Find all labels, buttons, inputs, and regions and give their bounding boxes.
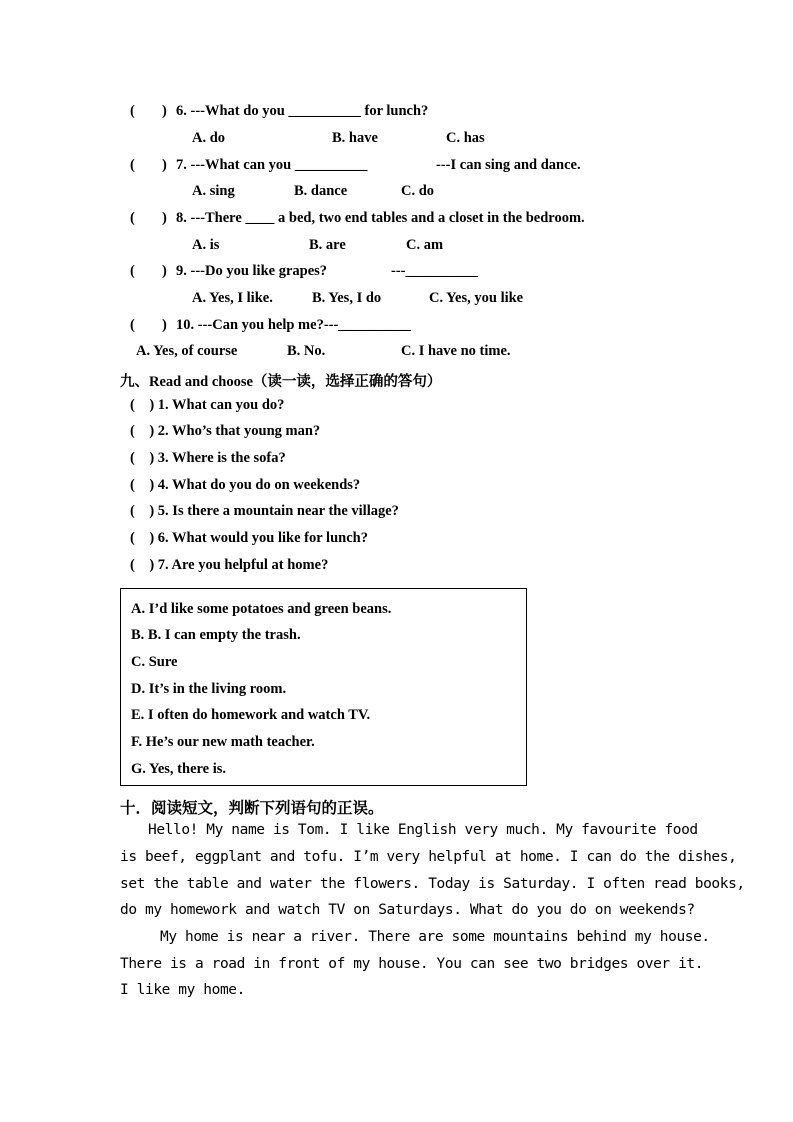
answer-option: F. He’s our new math teacher. [131, 734, 315, 750]
list-item: ( ) 3. Where is the sofa? [130, 450, 286, 466]
answer-option: D. It’s in the living room. [131, 681, 287, 697]
option-a: A. do [192, 130, 226, 146]
answer-paren-close: ) [162, 317, 167, 333]
question-stem: 6. ---What do you __________ for lunch? [176, 103, 429, 119]
option-a: A. sing [192, 183, 235, 199]
answer-option: A. I’d like some potatoes and green beans. [131, 601, 392, 617]
answer-paren-close: ) [162, 210, 167, 226]
option-b: B. Yes, I do [312, 290, 382, 306]
question-reply: ---I can sing and dance. [436, 157, 581, 173]
passage-line: is beef, eggplant and tofu. I’m very helpful at home. I can do the dishes, [120, 849, 737, 865]
option-b: B. No. [287, 343, 326, 359]
passage-line: set the table and water the flowers. Today is Saturday. I often read books, [120, 876, 745, 892]
list-item: ( ) 6. What would you like for lunch? [130, 530, 368, 546]
option-c: C. I have no time. [401, 343, 511, 359]
section-10-heading: 十．阅读短文，判断下列语句的正误。 [120, 800, 384, 817]
answer-paren-open: ( [130, 263, 135, 279]
list-item: ( ) 4. What do you do on weekends? [130, 477, 361, 493]
answer-paren-close: ) [162, 157, 167, 173]
option-c: C. Yes, you like [429, 290, 524, 306]
option-b: B. dance [294, 183, 348, 199]
passage-line: There is a road in front of my house. You can see two bridges over it. [120, 956, 704, 972]
answer-paren-open: ( [130, 103, 135, 119]
option-a: A. Yes, of course [136, 343, 238, 359]
list-item: ( ) 7. Are you helpful at home? [130, 557, 329, 573]
answer-option: C. Sure [131, 654, 178, 670]
option-a: A. is [192, 237, 220, 253]
answer-paren-close: ) [162, 263, 167, 279]
answer-option: B. B. I can empty the trash. [131, 627, 301, 643]
option-b: B. are [309, 237, 346, 253]
passage-line: My home is near a river. There are some mountains behind my house. [160, 929, 710, 945]
option-a: A. Yes, I like. [192, 290, 273, 306]
list-item: ( ) 5. Is there a mountain near the village? [130, 503, 399, 519]
option-c: C. do [401, 183, 435, 199]
option-c: C. am [406, 237, 444, 253]
answer-option: G. Yes, there is. [131, 761, 227, 777]
answer-options-box [120, 588, 527, 786]
list-item: ( ) 1. What can you do? [130, 397, 285, 413]
passage-line: Hello! My name is Tom. I like English very much. My favourite food [148, 822, 698, 838]
question-reply: ---__________ [391, 263, 478, 279]
answer-paren-open: ( [130, 317, 135, 333]
section-9-heading: 九、Read and choose（读一读，选择正确的答句） [120, 374, 442, 390]
question-stem: 9. ---Do you like grapes? [176, 263, 328, 279]
answer-option: E. I often do homework and watch TV. [131, 707, 371, 723]
answer-paren-open: ( [130, 157, 135, 173]
option-c: C. has [446, 130, 485, 146]
passage-line: I like my home. [120, 982, 245, 998]
question-stem: 10. ---Can you help me?---__________ [176, 317, 411, 333]
question-stem: 7. ---What can you __________ [176, 157, 368, 173]
answer-paren-close: ) [162, 103, 167, 119]
list-item: ( ) 2. Who’s that young man? [130, 423, 321, 439]
question-stem: 8. ---There ____ a bed, two end tables and a closet in the bedroom. [176, 210, 585, 226]
passage-line: do my homework and watch TV on Saturdays. What do you do on weekends? [120, 902, 695, 918]
answer-paren-open: ( [130, 210, 135, 226]
option-b: B. have [332, 130, 378, 146]
